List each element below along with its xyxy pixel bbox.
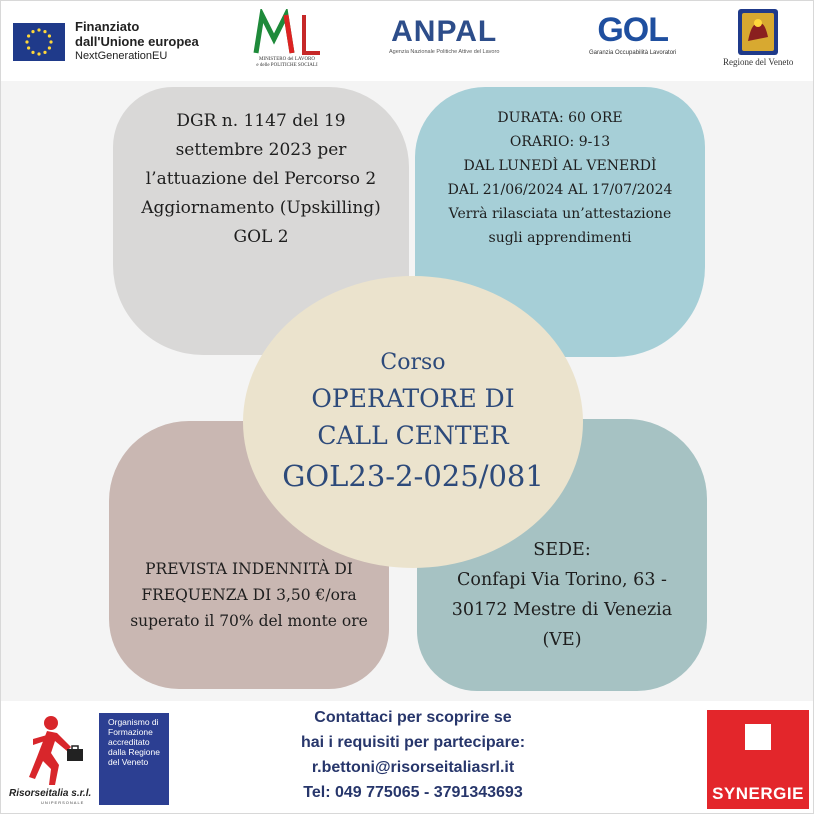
dgr-line-5: GOL 2 <box>233 226 289 247</box>
eu-line-1: Finanziato <box>75 19 140 34</box>
ministero-line-1: MINISTERO del LAVORO <box>258 57 316 62</box>
anpal-logo <box>389 15 499 55</box>
veneto-lion-icon <box>736 7 780 57</box>
organismo-text: Organismo di Formazione accreditato dalla Regione del Veneto <box>108 717 160 767</box>
synergie-name: SYNERGIE <box>712 784 804 803</box>
contact-block <box>263 705 563 805</box>
indemnity-line-1: PREVISTA INDENNITÀ DI <box>145 560 353 578</box>
synergie-logo <box>707 710 809 809</box>
ministero-line-2: e delle POLITICHE SOCIALI <box>256 63 318 68</box>
dgr-line-3: l’attuazione del Percorso 2 <box>145 168 377 189</box>
organismo-badge <box>99 713 169 805</box>
schedule-hours: ORARIO: 9-13 <box>509 134 611 150</box>
contact-email[interactable]: r.bettoni@risorseitaliasrl.it <box>311 759 515 776</box>
contact-line-2: hai i requisiti per partecipare: <box>300 734 526 751</box>
indemnity-line-3: superato il 70% del monte ore <box>130 612 368 630</box>
synergie-square-icon <box>745 724 771 750</box>
dgr-line-4: Aggiornamento (Upskilling) <box>141 197 381 218</box>
location-label: SEDE: <box>533 540 591 560</box>
eu-logo <box>13 19 199 64</box>
dgr-line-1: DGR n. 1147 del 19 <box>176 110 346 131</box>
schedule-certificate-1: Verrà rilasciata un’attestazione <box>448 206 672 222</box>
schedule-duration: DURATA: 60 ORE <box>497 110 623 126</box>
gol-logo <box>589 11 676 56</box>
schedule-dates: DAL 21/06/2024 AL 17/07/2024 <box>447 182 673 198</box>
veneto-logo <box>723 7 793 67</box>
dgr-line-2: settembre 2023 per <box>175 139 347 160</box>
gol-subtitle: Garanzia Occupabilità Lavoratori <box>589 50 677 56</box>
risorse-subtitle: UNIPERSONALE <box>41 800 85 805</box>
eu-flag-icon <box>13 23 65 61</box>
schedule-certificate-2: sugli apprendimenti <box>488 230 632 246</box>
course-title-2: CALL CENTER <box>317 421 509 450</box>
course-label: Corso <box>380 350 446 375</box>
gol-name: GOL <box>597 11 669 49</box>
schedule-days: DAL LUNEDÌ AL VENERDÌ <box>463 158 657 174</box>
contact-phone[interactable]: Tel: 049 775065 - 3791343693 <box>303 784 523 801</box>
location-address: Confapi Via Torino, 63 - <box>457 570 667 590</box>
ministero-ml-icon <box>250 9 324 57</box>
course-circle <box>243 276 583 568</box>
contact-line-1: Contattaci per scoprire se <box>314 709 512 726</box>
anpal-subtitle: Agenzia Nazionale Politiche Attive del Lavoro <box>389 49 500 55</box>
ministero-logo <box>247 9 327 69</box>
veneto-name: Regione del Veneto <box>723 57 794 67</box>
eu-line-3: NextGenerationEU <box>75 50 168 62</box>
risorse-name: Risorseitalia s.r.l. <box>9 788 92 799</box>
location-province: (VE) <box>542 630 582 650</box>
running-man-icon <box>7 713 99 793</box>
course-title-1: OPERATORE DI <box>311 384 515 413</box>
anpal-name: ANPAL <box>391 15 498 48</box>
logo-header <box>1 1 814 81</box>
course-code: GOL23-2-025/081 <box>282 459 544 493</box>
eu-line-2: dall'Unione europea <box>75 34 199 49</box>
indemnity-line-2: FREQUENZA DI 3,50 €/ora <box>141 586 357 604</box>
location-city: 30172 Mestre di Venezia <box>451 600 673 620</box>
